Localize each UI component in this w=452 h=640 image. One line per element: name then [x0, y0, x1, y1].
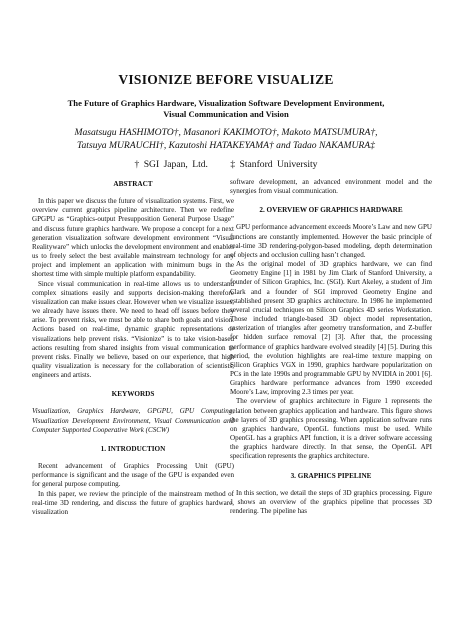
overview-paragraph-1: GPU performance advancement exceeds Moore’s Law and new GPU functions are constantly implemented. However the basic principle of real-time 3D rendering-polygon-based modeling, depth determination of objects and occlusion culling hasn’t changed. [230, 223, 432, 259]
paper-subtitle [40, 98, 412, 120]
pipeline-heading: 3. GRAPHICS PIPELINE [290, 471, 372, 480]
pipeline-paragraph-1: In this section, we detail the steps of 3D graphics processing. Figure 1 shows an overview of the graphics pipeline that processes 3D rendering. The pipeline has [230, 488, 432, 515]
introduction-paragraph-1: Recent advancement of Graphics Processing Unit (GPU) performance is significant and the usage of the GPU is expanded even for general purpose computing. [32, 462, 234, 489]
affiliation-sgi: † SGI Japan, Ltd. [134, 159, 208, 170]
keywords-heading: KEYWORDS [111, 390, 155, 399]
overview-paragraph-2: As the original model of 3D graphics hardware, we can find Geometry Engine [1] in 1981 by Jim Clark of Stanford University, a founder of Silicon Graphics, Inc. (SGI). Kurt Akeley, a student of Jim Clark and a founder of SGI improved Geometry Engine and established present 3D graphics architecture. In 1986 he implemented several crucial techniques on Silicon Graphics 4D series Workstation. Those included triangle-based 3D object model representation, rasterization of triangles after geometry transformation, and Z-buffer for hidden surface removal [2] [3]. After that, the processing performance of graphics hardware evolved steadily [4] [5]. During this period, the evolution highlights are real-time texture mapping on Silicon Graphics VGX in 1990, graphics hardware popularization on PCs in the late 1990s and programmable GPU by NVIDIA in 2001 [6]. Graphics hardware performance advances from 1990 exceeded Moore’s Law, improving 2.3 times per year. [230, 260, 432, 397]
overview-paragraph-3: The overview of graphics architecture in Figure 1 represents the relation between graphics application and hardware. This figure shows the layers of 3D graphics processing. When application software runs on graphics hardware, OpenGL functions must be used. While OpenGL has a graphics API function, it is a driver software accessing the graphics hardware directly. In that sense, the OpenGL API specification represents the graphics architecture. [230, 397, 432, 461]
keywords-text: Visualization, Graphics Hardware, GPGPU, GPU Computing, Visualization Development Environment, Visual Communication and Computer Supported Cooperative Work (CSCW) [32, 407, 234, 434]
paper-title: VISIONIZE BEFORE VISUALIZE [118, 72, 334, 87]
left-column [32, 178, 234, 517]
author-list [30, 126, 422, 152]
right-column [230, 178, 432, 516]
subtitle-line-2: Visual Communication and Vision [163, 109, 289, 119]
overview-heading: 2. OVERVIEW OF GRAPHICS HARDWARE [259, 206, 403, 215]
subtitle-line-1: The Future of Graphics Hardware, Visualization Software Development Environment, [67, 98, 385, 108]
authors-line-2: Tatsuya MURAUCHI†, Kazutoshi HATAKEYAMA† and Tadao NAKAMURA‡ [77, 140, 375, 151]
introduction-heading: 1. INTRODUCTION [100, 444, 166, 453]
abstract-paragraph-2: Since visual communication in real-time allows us to understand complex situations easily and supports decision-making therefore visualization can make issues clear. However when we visualize issues, we already have issues there. We need to head off issues before they arise. To prevent risks, we must be able to share both goals and vision. Actions based on real-time, dynamic graphic representations or visualizations help prevent risks. “Visionize” is to take vision-based actions resulting from shared insights from visual communication to prevent risks. Finally we believe, based on our experience, that high quality visualization is necessary for the collaboration of scientists, engineers and artists. [32, 279, 234, 380]
authors-line-1: Masatsugu HASHIMOTO†, Masanori KAKIMOTO†, Makoto MATSUMURA†, [74, 127, 378, 138]
continued-paragraph: software development, an advanced environment model and the synergies from visual communication. [230, 178, 432, 196]
abstract-paragraph-1: In this paper we discuss the future of visualization systems. First, we overview current graphics pipeline architecture. Then we redefine GPGPU as “Graphics-output Presupposition General Purpose Usage” and discuss future graphics hardware. We propose a concept for a next generation visualization software development environment “Visual Realityware” which unlocks the development environment and enables us to freely select the best available mainstream technology for any project and implement an application with minimum bugs in the shortest time with simple multiple platform expandability. [32, 197, 234, 279]
introduction-paragraph-2: In this paper, we review the principle of the mainstream method of real-time 3D rendering, and discuss the future of graphics hardware, visualization [32, 489, 234, 516]
affiliations [0, 159, 452, 170]
affiliation-stanford: ‡ Stanford University [230, 159, 318, 170]
abstract-heading: ABSTRACT [113, 180, 153, 188]
